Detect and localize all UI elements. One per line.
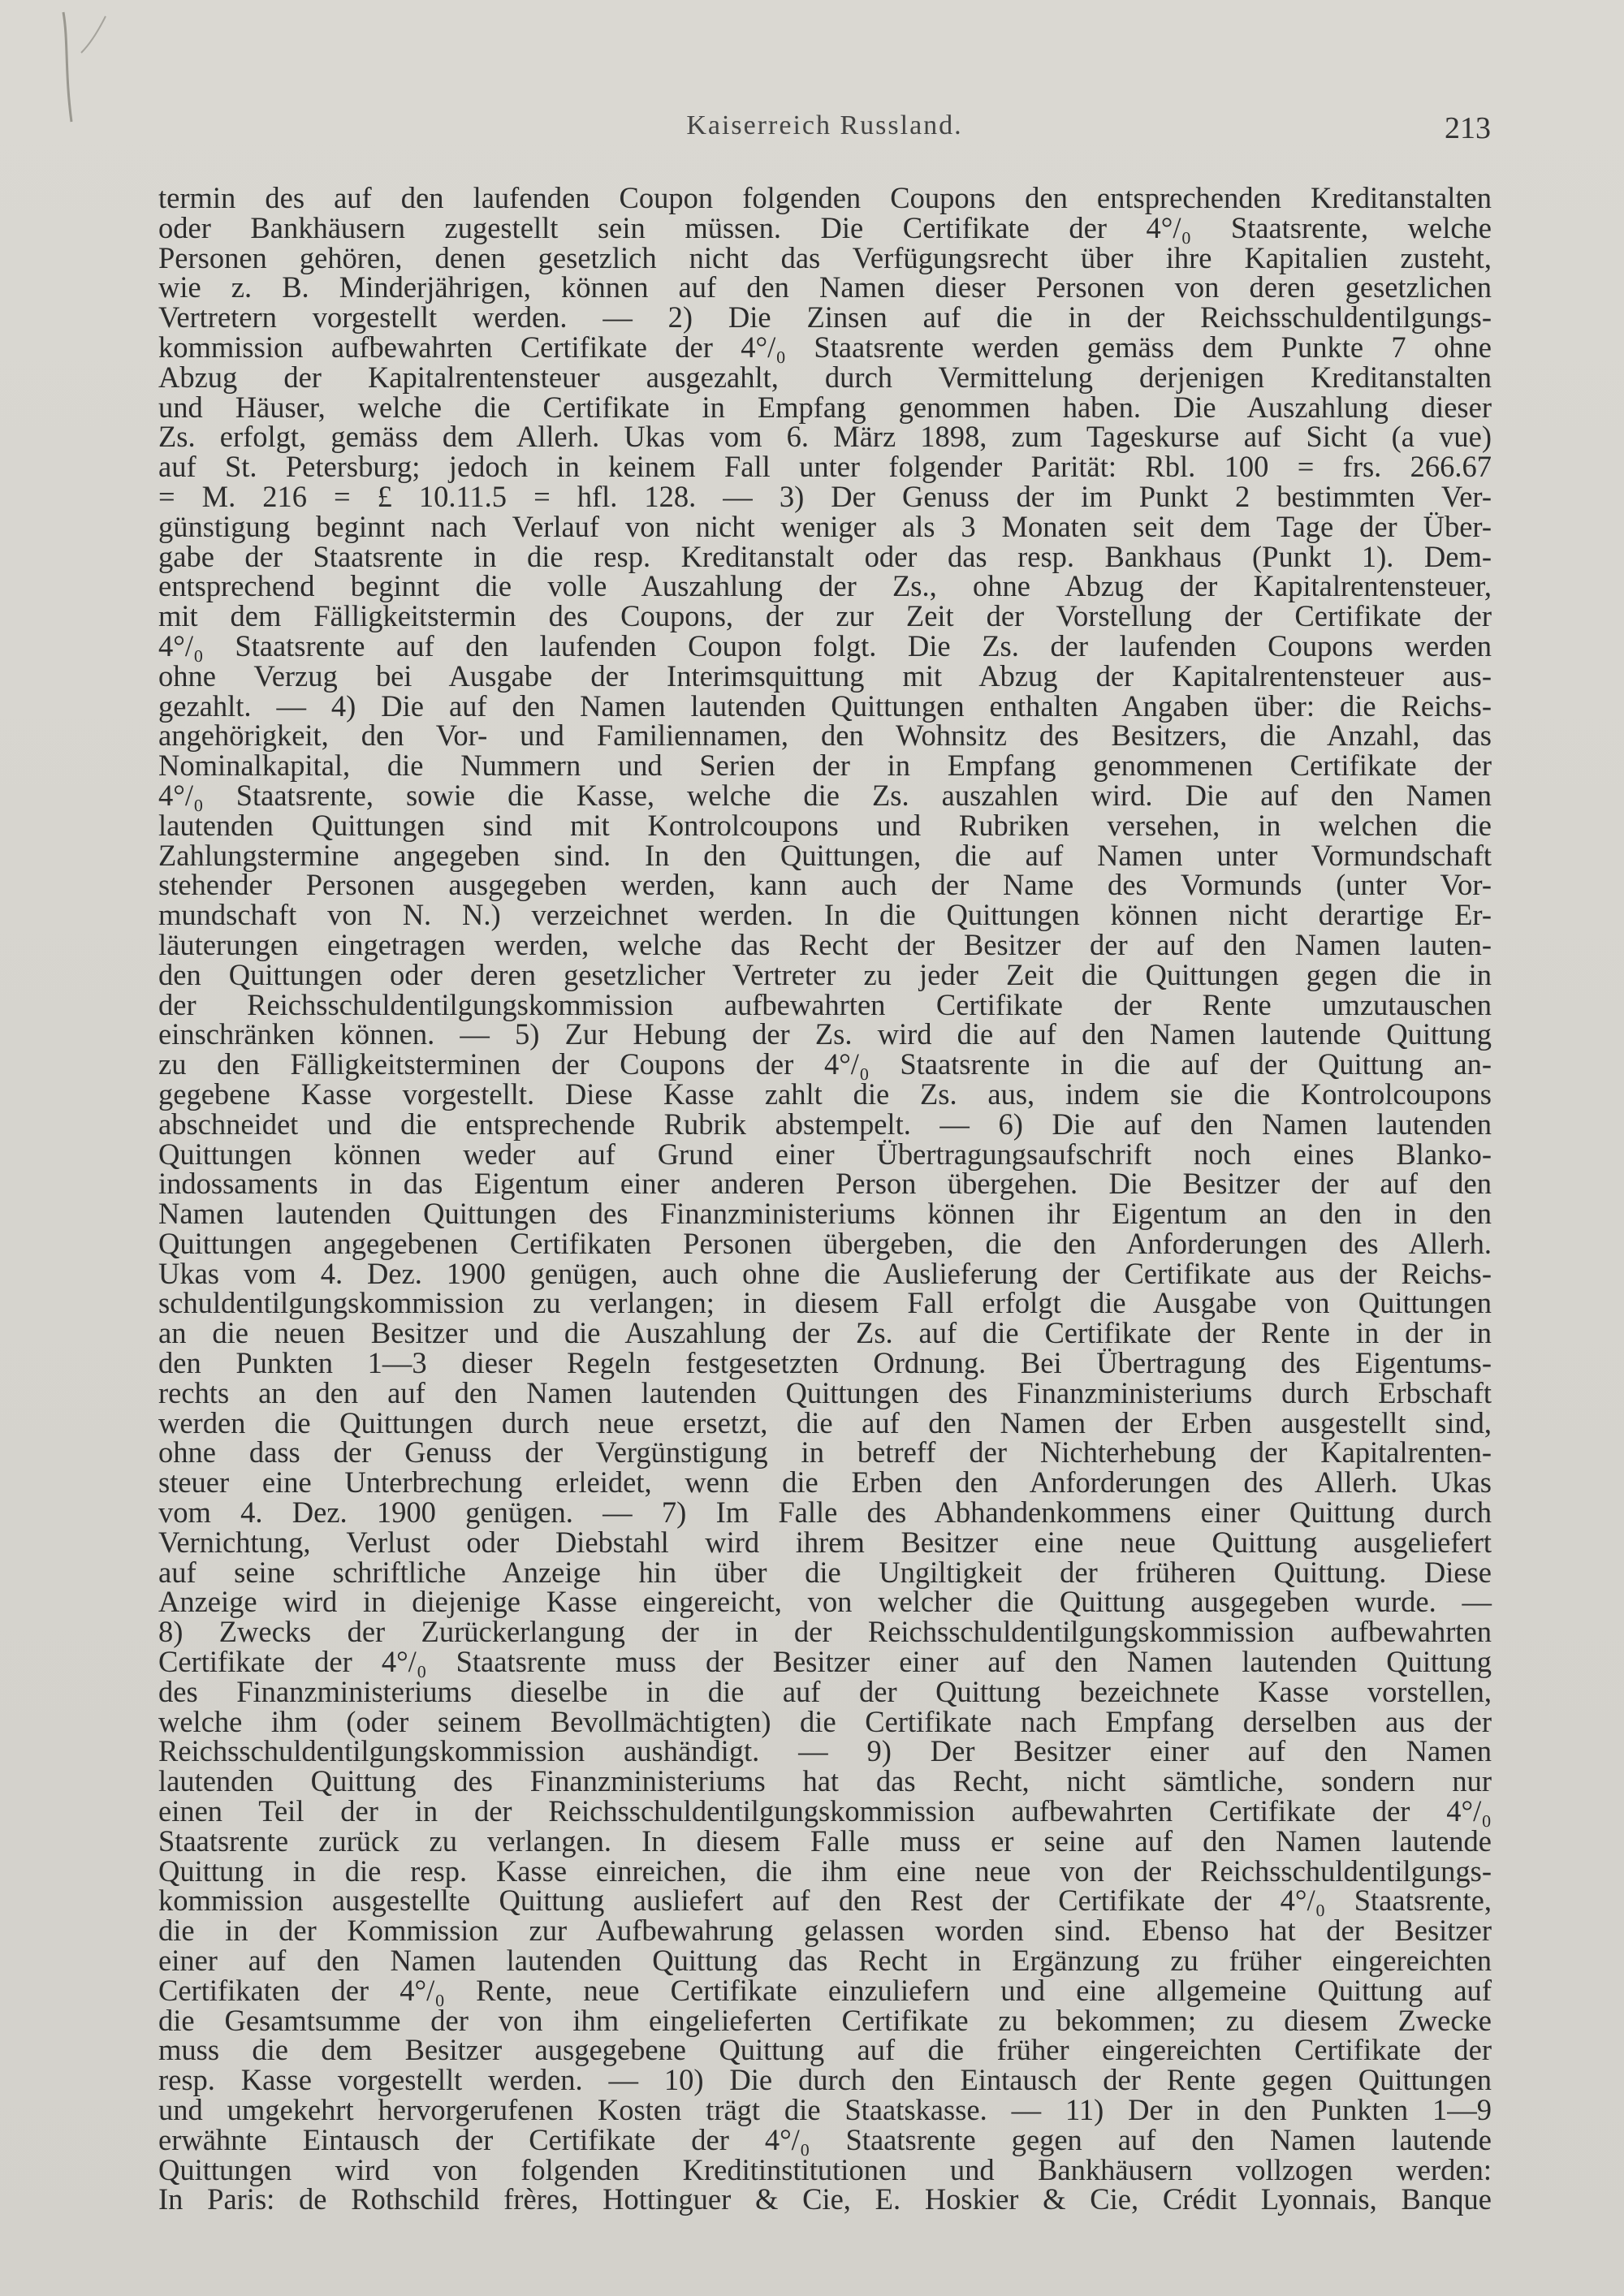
text-line: zu den Fälligkeitsterminen der Coupons der 4°/₀ Staatsrente in die auf der Quittung an- [158, 1047, 1492, 1081]
text-line: schuldentilgungskommission zu verlangen; in diesem Fall erfolgt die Ausgabe von Quittungen [158, 1286, 1492, 1320]
text-line: den Punkten 1—3 dieser Regeln festgesetzten Ordnung. Bei Übertragung des Eigentums- [158, 1346, 1492, 1380]
text-line: welche ihm (oder seinem Bevollmächtigten) die Certifikate nach Empfang derselben aus der [158, 1704, 1492, 1738]
text-line: der Reichsschuldentilgungskommission aufbewahrten Certifikate der Rente umzutauschen [158, 987, 1492, 1021]
text-line: an die neuen Besitzer und die Auszahlung der Zs. auf die Certifikate der Rente in der in [158, 1316, 1492, 1350]
text-line: indossaments in das Eigentum einer anderen Person übergehen. Die Besitzer der auf den [158, 1167, 1492, 1201]
text-line: angehörigkeit, den Vor- und Familiennamen, den Wohnsitz des Besitzers, die Anzahl, das [158, 719, 1492, 753]
text-line: einer auf den Namen lautenden Quittung das Recht in Ergänzung zu früher eingereichten [158, 1944, 1492, 1978]
text-line: kommission ausgestellte Quittung ausliefert auf den Rest der Certifikate der 4°/₀ Staatsrente, [158, 1884, 1492, 1918]
text-line: die Gesamtsumme der von ihm eingelieferten Certifikate zu bekommen; zu diesem Zwecke [158, 2003, 1492, 2037]
text-line: oder Bankhäusern zugestellt sein müssen. Die Certifikate der 4°/₀ Staatsrente, welche [158, 210, 1492, 244]
text-line: Nominalkapital, die Nummern und Serien der in Empfang genommenen Certifikate der [158, 749, 1492, 783]
text-line: lautenden Quittungen sind mit Kontrolcoupons und Rubriken versehen, in welchen die [158, 808, 1492, 842]
text-line: erwähnte Eintausch der Certifikate der 4°/₀ Staatsrente gegen auf den Namen lautende [158, 2122, 1492, 2156]
text-line: lautenden Quittung des Finanzministeriums hat das Recht, nicht sämtliche, sondern nur [158, 1764, 1492, 1798]
text-line: Vernichtung, Verlust oder Diebstahl wird ihrem Besitzer eine neue Quittung ausgeliefert [158, 1525, 1492, 1559]
text-line: rechts an den auf den Namen lautenden Quittungen des Finanzministeriums durch Erbschaft [158, 1375, 1492, 1409]
text-line: Zs. erfolgt, gemäss dem Allerh. Ukas vom 6. März 1898, zum Tageskurse auf Sicht (a vue) [158, 420, 1492, 454]
text-line: auf St. Petersburg; jedoch in keinem Fall unter folgender Parität: Rbl. 100 = frs. 266.67 [158, 450, 1492, 484]
text-line: und umgekehrt hervorgerufenen Kosten trägt die Staatskasse. — 11) Der in den Punkten 1—9 [158, 2093, 1492, 2126]
text-line: In Paris: de Rothschild frères, Hottinguer & Cie, E. Hoskier & Cie, Crédit Lyonnais, Banque [158, 2182, 1492, 2216]
text-line: 4°/₀ Staatsrente auf den laufenden Coupon folgt. Die Zs. der laufenden Coupons werden [158, 628, 1492, 662]
text-line: abschneidet und die entsprechende Rubrik abstempelt. — 6) Die auf den Namen lautenden [158, 1107, 1492, 1141]
text-line: Zahlungstermine angegeben sind. In den Quittungen, die auf Namen unter Vormundschaft [158, 838, 1492, 872]
text-line: gezahlt. — 4) Die auf den Namen lautenden Quittungen enthalten Angaben über: die Reichs- [158, 688, 1492, 723]
text-line: 4°/₀ Staatsrente, sowie die Kasse, welche die Zs. auszahlen wird. Die auf den Namen [158, 778, 1492, 812]
text-line: steuer eine Unterbrechung erleidet, wenn die Erben den Anforderungen des Allerh. Ukas [158, 1465, 1492, 1500]
text-line: Certifikaten der 4°/₀ Rente, neue Certifikate einzuliefern und eine allgemeine Quittung auf [158, 1973, 1492, 2007]
text-line: ohne Verzug bei Ausgabe der Interimsquittung mit Abzug der Kapitalrentensteuer aus- [158, 658, 1492, 693]
text-line: Personen gehören, denen gesetzlich nicht das Verfügungsrecht über ihre Kapitalien zusteht, [158, 240, 1492, 274]
text-line: gegebene Kasse vorgestellt. Diese Kasse zahlt die Zs. aus, indem sie die Kontrolcoupons [158, 1077, 1492, 1111]
text-line: Namen lautenden Quittungen des Finanzministeriums können ihr Eigentum an den in den [158, 1197, 1492, 1231]
running-head: Kaiserreich Russland. [686, 110, 963, 140]
text-line: Quittungen angegebenen Certifikaten Personen übergeben, die den Anforderungen des Allerh. [158, 1226, 1492, 1260]
text-line: günstigung beginnt nach Verlauf von nicht weniger als 3 Monaten seit dem Tage der Über- [158, 509, 1492, 543]
text-line: des Finanzministeriums dieselbe in die auf der Quittung bezeichnete Kasse vorstellen, [158, 1674, 1492, 1708]
text-line: Abzug der Kapitalrentensteuer ausgezahlt, durch Vermittelung derjenigen Kreditanstalten [158, 360, 1492, 394]
text-line: die in der Kommission zur Aufbewahrung gelassen worden sind. Ebenso hat der Besitzer [158, 1914, 1492, 1948]
text-line: mundschaft von N. N.) verzeichnet werden. In die Quittungen können nicht derartige Er- [158, 898, 1492, 932]
text-line: entsprechend beginnt die volle Auszahlung der Zs., ohne Abzug der Kapitalrentensteuer, [158, 569, 1492, 603]
text-line: Reichsschuldentilgungskommission aushändigt. — 9) Der Besitzer einer auf den Namen [158, 1734, 1492, 1768]
text-line: läuterungen eingetragen werden, welche das Recht der Besitzer der auf den Namen lauten- [158, 927, 1492, 961]
text-line: gabe der Staatsrente in die resp. Kreditanstalt oder das resp. Bankhaus (Punkt 1). Dem- [158, 539, 1492, 573]
text-line: Ukas vom 4. Dez. 1900 genügen, auch ohne die Auslieferung der Certifikate aus der Reichs- [158, 1256, 1492, 1290]
text-line: Certifikate der 4°/₀ Staatsrente muss der Besitzer einer auf den Namen lautenden Quittung [158, 1645, 1492, 1679]
text-line: einen Teil der in der Reichsschuldentilgungskommission aufbewahrten Certifikate der 4°/₀ [158, 1794, 1492, 1828]
page-number: 213 [1445, 111, 1491, 145]
text-line: Quittungen können weder auf Grund einer Übertragungsaufschrift noch eines Blanko- [158, 1137, 1492, 1171]
text-line: muss die dem Besitzer ausgegebene Quittung auf die früher eingereichten Certifikate der [158, 2033, 1492, 2067]
pencil-mark [57, 8, 122, 130]
text-line: werden die Quittungen durch neue ersetzt, die auf den Namen der Erben ausgestellt sind, [158, 1405, 1492, 1439]
text-line: 8) Zwecks der Zurückerlangung der in der Reichsschuldentilgungskommission aufbewahrten [158, 1615, 1492, 1649]
page-header [158, 110, 1491, 146]
text-line: ohne dass der Genuss der Vergünstigung in betreff der Nichterhebung der Kapitalrenten- [158, 1435, 1492, 1470]
text-line: kommission aufbewahrten Certifikate der 4°/₀ Staatsrente werden gemäss dem Punkte 7 ohne [158, 330, 1492, 364]
text-line: termin des auf den laufenden Coupon folgenden Coupons den entsprechenden Kreditanstalten [158, 181, 1492, 214]
text-line: = M. 216 = £ 10.11.5 = hfl. 128. — 3) Der Genuss der im Punkt 2 bestimmten Ver- [158, 479, 1492, 513]
text-line: Vertretern vorgestellt werden. — 2) Die Zinsen auf die in der Reichsschuldentilgungs- [158, 300, 1492, 334]
text-line: Quittung in die resp. Kasse einreichen, die ihm eine neue von der Reichsschuldentilgungs- [158, 1854, 1492, 1888]
text-line: Quittungen wird von folgenden Kreditinstitutionen und Bankhäusern vollzogen werden: [158, 2152, 1492, 2186]
text-line: stehender Personen ausgegeben werden, kann auch der Name des Vormunds (unter Vor- [158, 868, 1492, 902]
text-line: auf seine schriftliche Anzeige hin über die Ungiltigkeit der früheren Quittung. Diese [158, 1555, 1492, 1589]
text-line: resp. Kasse vorgestellt werden. — 10) Die durch den Eintausch der Rente gegen Quittungen [158, 2063, 1492, 2097]
text-line: den Quittungen oder deren gesetzlicher Vertreter zu jeder Zeit die Quittungen gegen die in [158, 957, 1492, 991]
body-text [158, 183, 1492, 2215]
text-line: Anzeige wird in diejenige Kasse eingereicht, von welcher die Quittung ausgegeben wurde. — [158, 1585, 1492, 1619]
text-line: Staatsrente zurück zu verlangen. In diesem Falle muss er seine auf den Namen lautende [158, 1823, 1492, 1858]
text-line: einschränken können. — 5) Zur Hebung der Zs. wird die auf den Namen lautende Quittung [158, 1017, 1492, 1051]
text-line: und Häuser, welche die Certifikate in Empfang genommen haben. Die Auszahlung dieser [158, 390, 1492, 424]
text-line: wie z. B. Minderjährigen, können auf den Namen dieser Personen von deren gesetzlichen [158, 270, 1492, 304]
text-line: vom 4. Dez. 1900 genügen. — 7) Im Falle des Abhandenkommens einer Quittung durch [158, 1495, 1492, 1530]
text-line: mit dem Fälligkeitstermin des Coupons, der zur Zeit der Vorstellung der Certifikate der [158, 599, 1492, 633]
